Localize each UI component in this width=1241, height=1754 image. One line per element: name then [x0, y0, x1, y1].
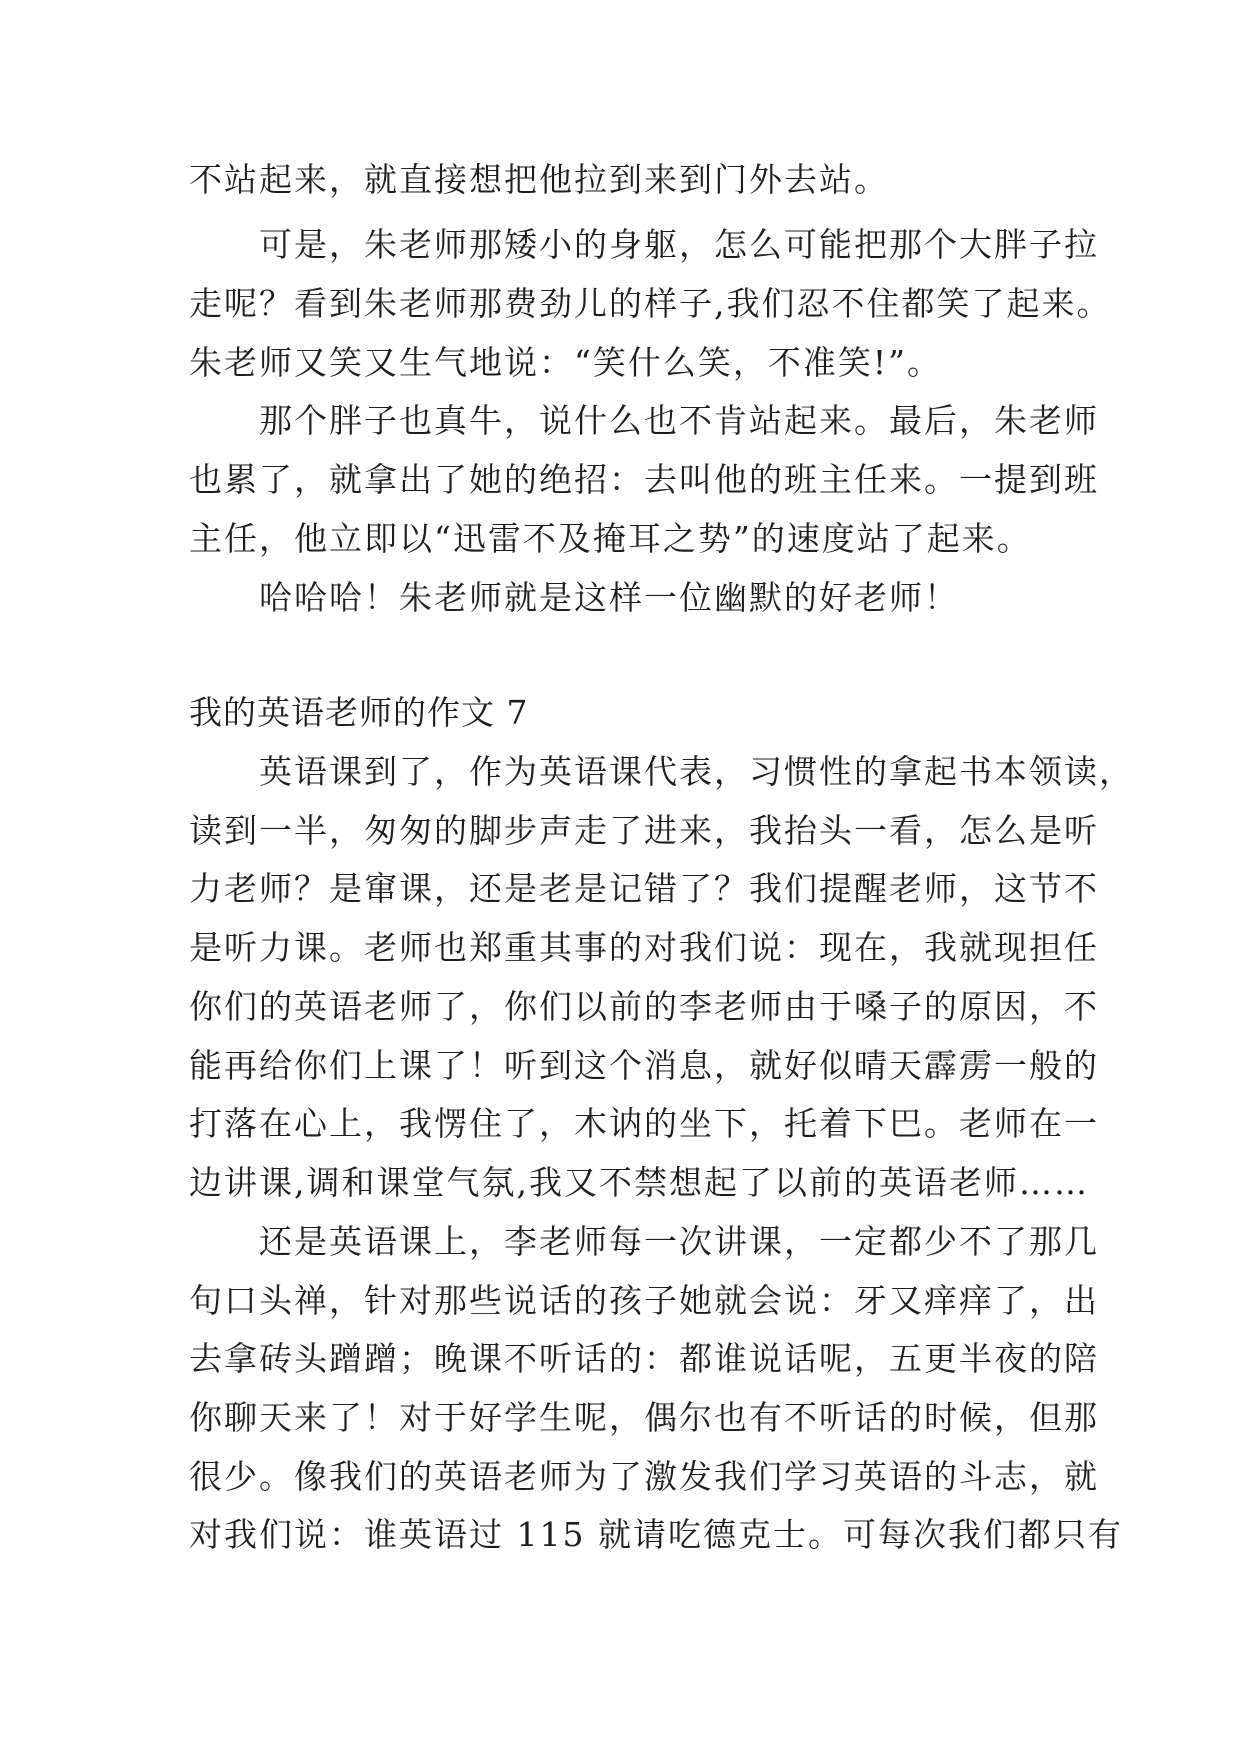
text-line: 句口头禅，针对那些说话的孩子她就会说：牙又痒痒了，出 — [189, 1281, 1099, 1320]
text-line: 朱老师又笑又生气地说：“笑什么笑，不准笑!”。 — [189, 343, 943, 382]
text-line: 你们的英语老师了，你们以前的李老师由于嗓子的原因，不 — [189, 987, 1099, 1026]
text-line: 可是，朱老师那矮小的身躯，怎么可能把那个大胖子拉 — [189, 225, 1099, 264]
text-line: 力老师？是窜课，还是老是记错了？我们提醒老师，这节不 — [189, 869, 1099, 908]
text-line: 你聊天来了！对于好学生呢，偶尔也有不听话的时候，但那 — [189, 1398, 1099, 1437]
text-line: 去拿砖头蹭蹭；晚课不听话的：都谁说话呢，五更半夜的陪 — [189, 1339, 1099, 1378]
text-line: 很少。像我们的英语老师为了激发我们学习英语的斗志，就 — [189, 1457, 1099, 1496]
text-line: 那个胖子也真牛，说什么也不肯站起来。最后，朱老师 — [189, 401, 1099, 440]
text-line: 能再给你们上课了！听到这个消息，就好似晴天霹雳一般的 — [189, 1046, 1099, 1085]
text-line: 哈哈哈！朱老师就是这样一位幽默的好老师！ — [189, 578, 959, 617]
text-line: 打落在心上，我愣住了，木讷的坐下，托着下巴。老师在一 — [189, 1104, 1099, 1143]
text-line: 边讲课,调和课堂气氛,我又不禁想起了以前的英语老师…… — [189, 1163, 1089, 1202]
text-line: 不站起来，就直接想把他拉到来到门外去站。 — [189, 160, 889, 199]
text-line: 也累了，就拿出了她的绝招：去叫他的班主任来。一提到班 — [189, 460, 1099, 499]
text-line: 是听力课。老师也郑重其事的对我们说：现在，我就现担任 — [189, 928, 1099, 967]
text-line: 对我们说：谁英语过 115 就请吃德克士。可每次我们都只有 — [189, 1515, 1123, 1554]
text-line: 还是英语课上，李老师每一次讲课，一定都少不了那几 — [189, 1222, 1099, 1261]
section-heading: 我的英语老师的作文 7 — [189, 693, 529, 732]
text-line: 主任，他立即以“迅雷不及掩耳之势”的速度站了起来。 — [189, 519, 1032, 558]
text-line: 读到一半，匆匆的脚步声走了进来，我抬头一看，怎么是听 — [189, 811, 1099, 850]
text-line: 英语课到了，作为英语课代表，习惯性的拿起书本领读， — [189, 752, 1134, 791]
text-line: 走呢？看到朱老师那费劲儿的样子,我们忍不住都笑了起来。 — [189, 284, 1112, 323]
